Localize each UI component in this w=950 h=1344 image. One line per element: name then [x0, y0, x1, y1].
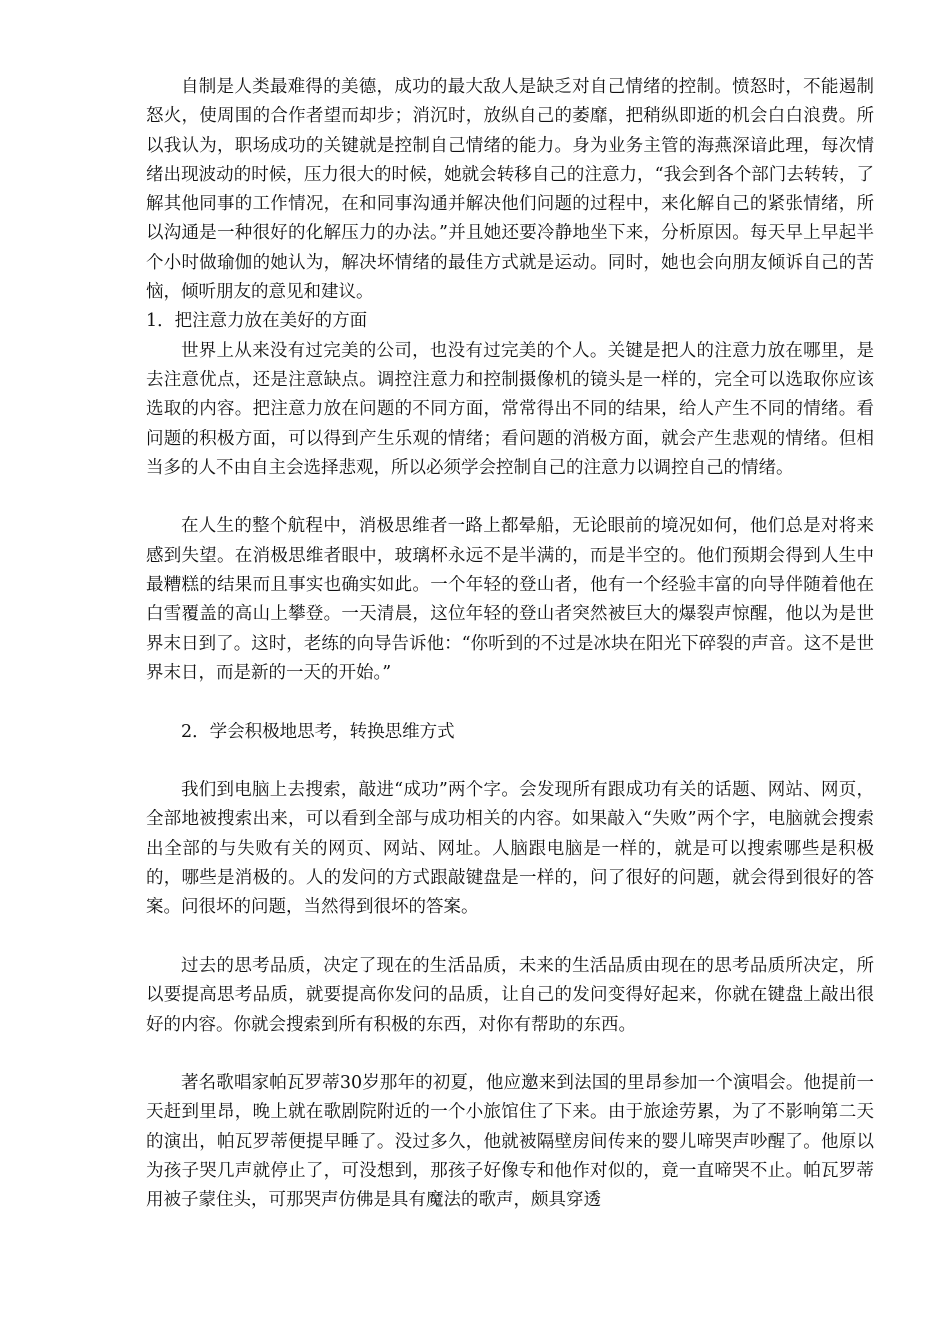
- paragraph-negative-thinkers: 在人生的整个航程中，消极思维者一路上都晕船，无论眼前的境况如何，他们总是对将来感到失望。在消极思维者眼中，玻璃杯永远不是半满的，而是半空的。他们预期会得到人生中最糟糕的结果而且事实也确实如此。一个年轻的登山者，他有一个经验丰富的向导伴随着他在白雪覆盖的高山上攀登。一天清晨，这位年轻的登山者突然被巨大的爆裂声惊醒，他以为是世界末日到了。这时，老练的向导告诉他：“你听到的不过是冰块在阳光下碎裂的声音。这不是世界末日，而是新的一天的开始。”: [146, 516, 874, 683]
- paragraph-self-control: 自制是人类最难得的美德，成功的最大敌人是缺乏对自己情绪的控制。愤怒时，不能遏制怒火，使周围的合作者望而却步；消沉时，放纵自己的萎靡，把稍纵即逝的机会白白浪费。所以我认为，职场成功的关键就是控制自己情绪的能力。身为业务主管的海燕深谙此理，每次情绪出现波动的时候，压力很大的时候，她就会转移自己的注意力，“我会到各个部门去转转，了解其他同事的工作情况，在和同事沟通并解决他们问题的过程中，来化解自己的紧张情绪，所以沟通是一种很好的化解压力的办法。”并且她还要冷静地坐下来，分析原因。每天早上早起半个小时做瑜伽的她认为，解决坏情绪的最佳方式就是运动。同时，她也会向朋友倾诉自己的苦恼，倾听朋友的意见和建议。: [146, 77, 874, 303]
- paragraph-attention: 世界上从来没有过完美的公司，也没有过完美的个人。关键是把人的注意力放在哪里，是去注意优点，还是注意缺点。调控注意力和控制摄像机的镜头是一样的，完全可以选取你应该选取的内容。把注意力放在问题的不同方面，常常得出不同的结果，给人产生不同的情绪。看问题的积极方面，可以得到产生乐观的情绪；看问题的消极方面，就会产生悲观的情绪。但相当多的人不由自主会选择悲观，所以必须学会控制自己的注意力以调控自己的情绪。: [146, 340, 874, 478]
- section-heading-1: 1．把注意力放在美好的方面: [146, 311, 368, 332]
- section-heading-2: 2．学会积极地思考，转换思维方式: [181, 721, 455, 742]
- paragraph-computer-search: 我们到电脑上去搜索，敲进“成功”两个字。会发现所有跟成功有关的话题、网站、网页，全部地被搜索出来，可以看到全部与成功相关的内容。如果敲入“失败”两个字，电脑就会搜索出全部的与失败有关的网页、网站、网址。人脑跟电脑是一样的，就是可以搜索哪些是积极的，哪些是消极的。人的发问的方式跟敲键盘是一样的，问了很好的问题，就会得到很好的答案。问很坏的问题，当然得到很坏的答案。: [146, 780, 874, 918]
- paragraph-pavarotti: 著名歌唱家帕瓦罗蒂30岁那年的初夏，他应邀来到法国的里昂参加一个演唱会。他提前一天赶到里昂，晚上就在歌剧院附近的一个小旅馆住了下来。由于旅途劳累，为了不影响第二天的演出，帕瓦罗蒂便提早睡了。没过多久，他就被隔壁房间传来的婴儿啼哭声吵醒了。他原以为孩子哭几声就停止了，可没想到，那孩子好像专和他作对似的，竟一直啼哭不止。帕瓦罗蒂用被子蒙住头，可那哭声仿佛是具有魔法的歌声，颇具穿透: [146, 1073, 874, 1211]
- document-body: [146, 73, 874, 1216]
- paragraph-thinking-quality: 过去的思考品质，决定了现在的生活品质，未来的生活品质由现在的思考品质所决定，所以要提高思考品质，就要提高你发问的品质，让自己的发问变得好起来，你就在键盘上敲出很好的内容。你就会搜索到所有积极的东西，对你有帮助的东西。: [146, 955, 874, 1035]
